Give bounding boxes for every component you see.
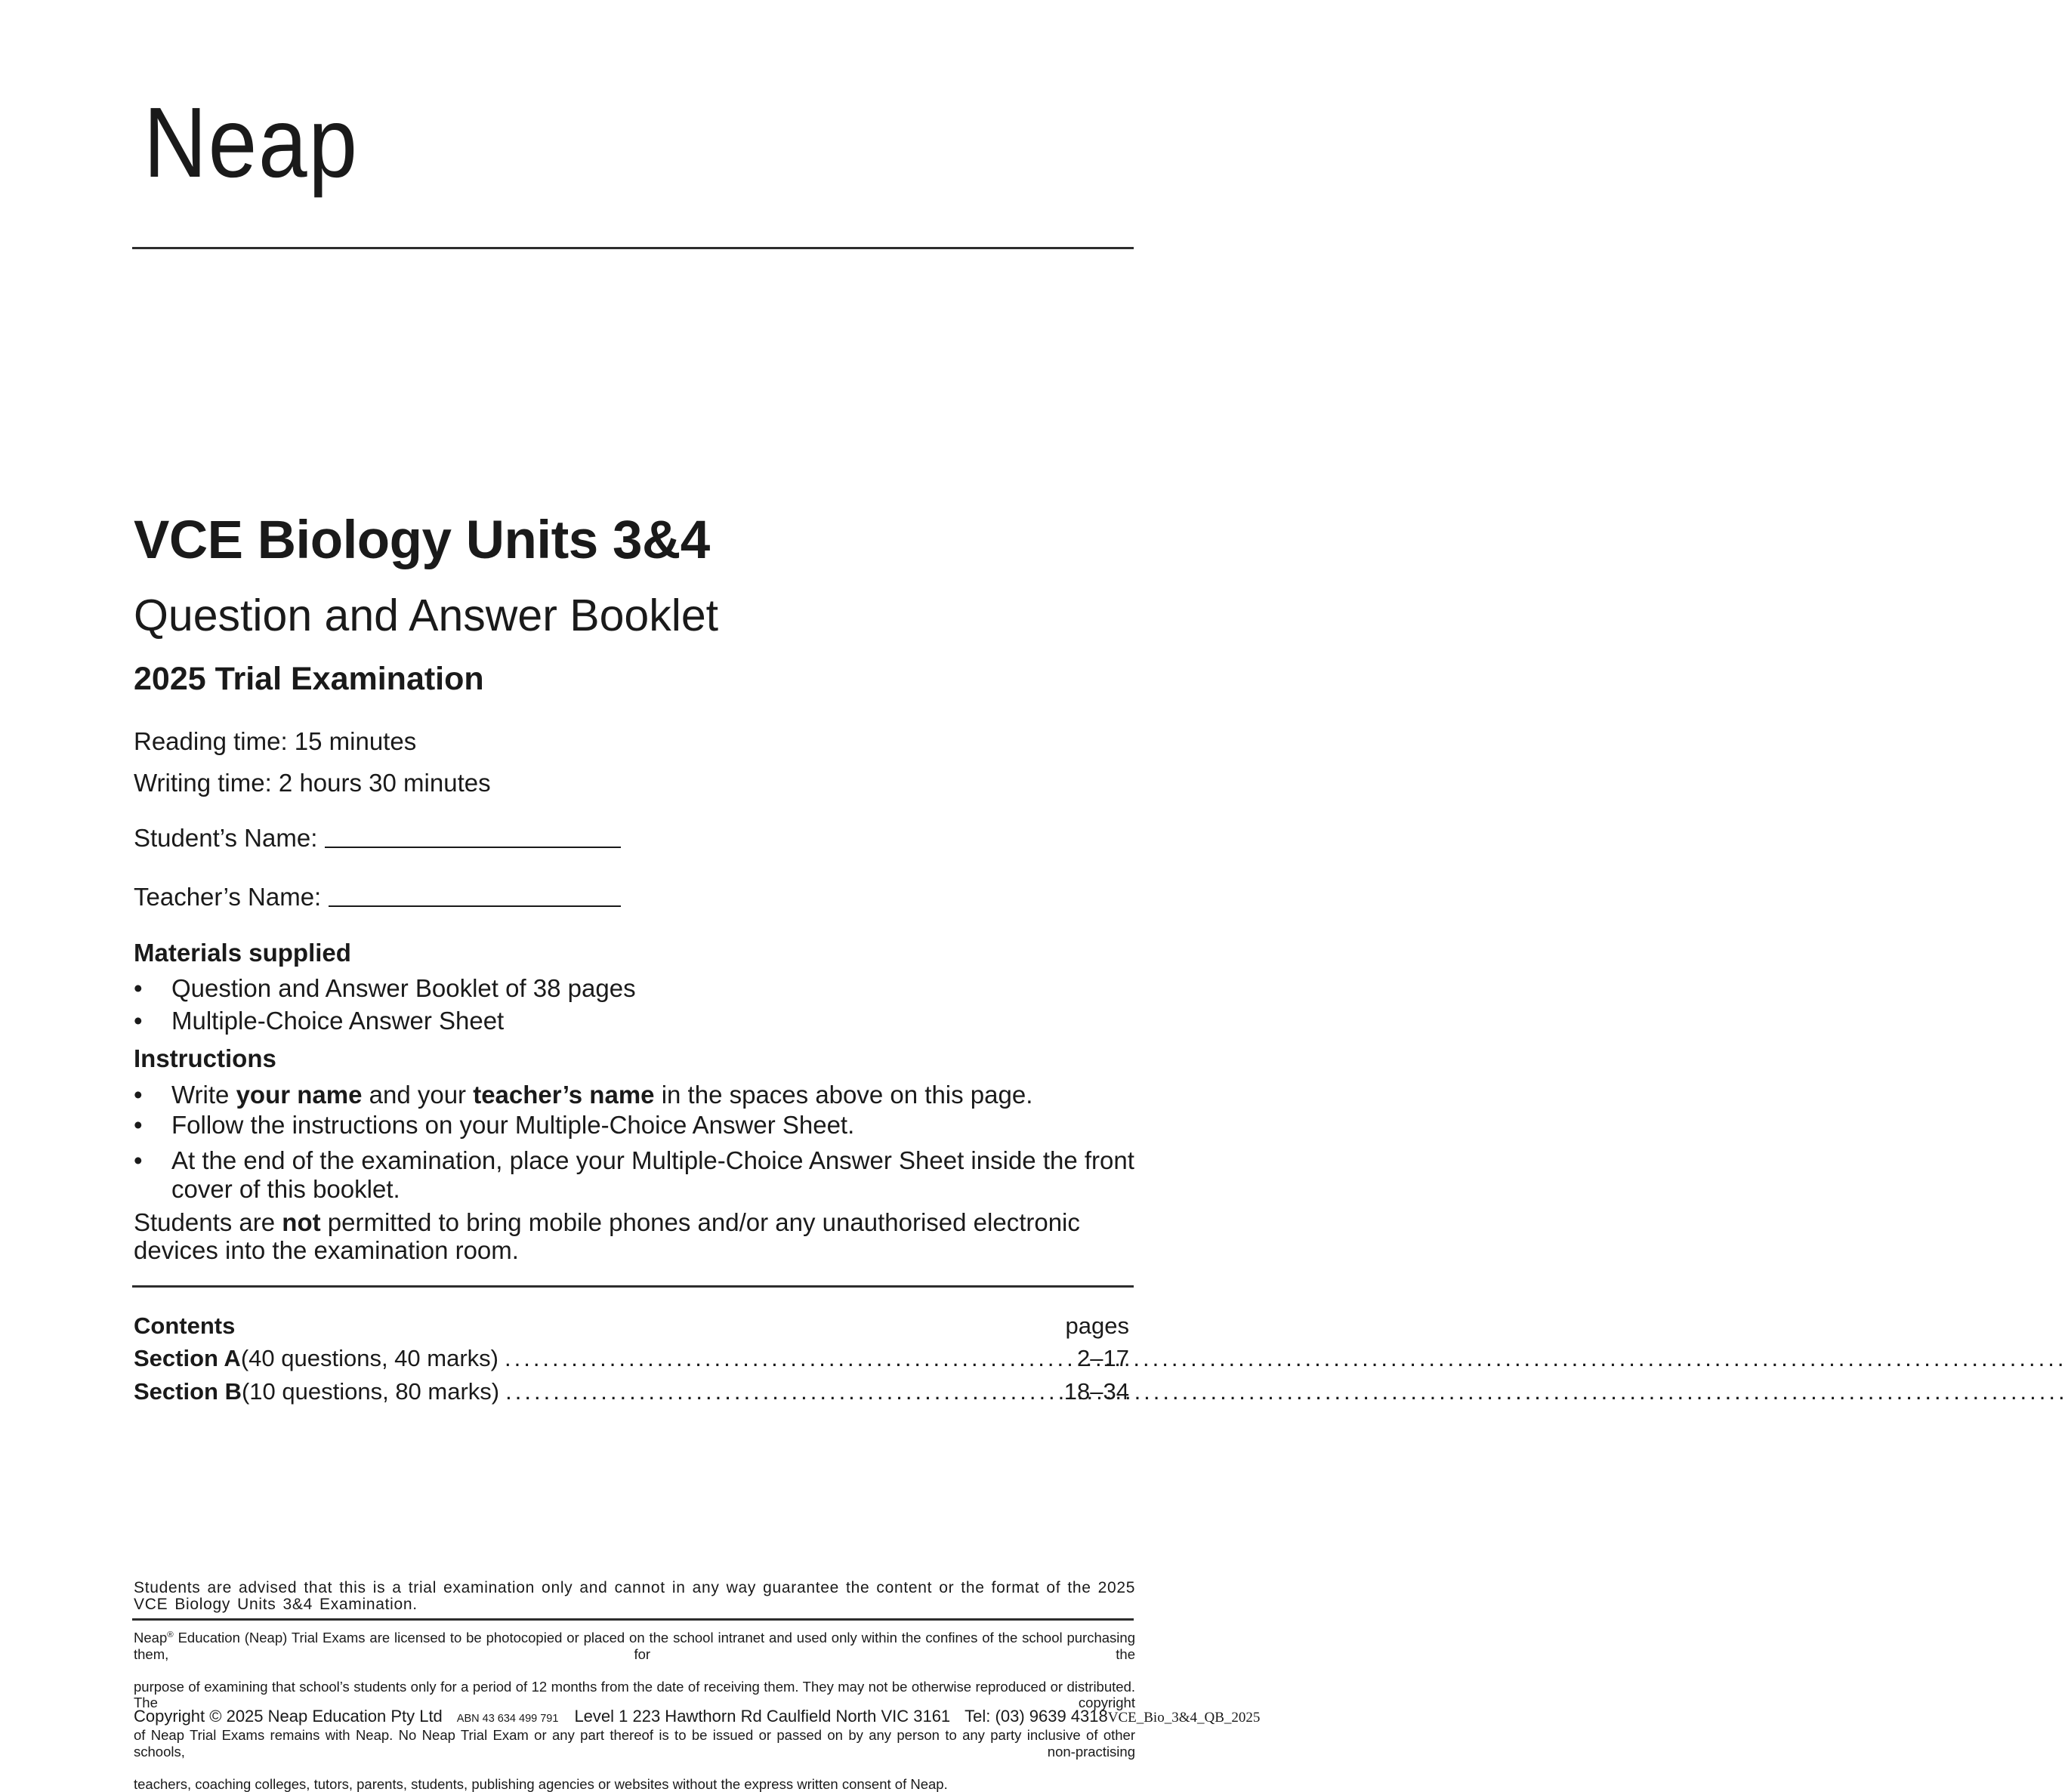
- contents-heading: Contents: [134, 1313, 235, 1339]
- teacher-name-row: [134, 884, 621, 910]
- instructions-item: [134, 1111, 1138, 1140]
- student-name-label: Student’s Name:: [134, 825, 317, 851]
- neap-logo: Neap: [144, 93, 359, 193]
- contents-row-section-a: [134, 1346, 1129, 1371]
- license-divider: [132, 1618, 1134, 1621]
- materials-item: [134, 1007, 1138, 1035]
- pages-column-label: pages: [1066, 1313, 1129, 1339]
- section-a-detail: (40 questions, 40 marks): [241, 1346, 498, 1371]
- exam-title: VCE Biology Units 3&4: [134, 514, 710, 567]
- section-b-detail: (10 questions, 80 marks): [242, 1379, 499, 1405]
- instructions-item: [134, 1081, 1138, 1109]
- address-text: Level 1 223 Hawthorn Rd Caulfield North VIC 3161: [574, 1707, 950, 1726]
- bullet-icon: •: [134, 974, 143, 1003]
- materials-item-text: Question and Answer Booklet of 38 pages: [171, 974, 636, 1002]
- instructions-item-text: Follow the instructions on your Multiple-Choice Answer Sheet.: [171, 1111, 854, 1139]
- dot-leader: [505, 1346, 1071, 1371]
- instructions-heading: Instructions: [134, 1046, 276, 1072]
- teacher-name-label: Teacher’s Name:: [134, 884, 321, 910]
- abn-text: ABN 43 634 499 791: [457, 1710, 559, 1728]
- license-line: Neap® Education (Neap) Trial Exams are licensed to be photocopied or placed on the school intranet and used only within the confines of the school purchasing them, for the: [134, 1630, 1135, 1679]
- student-name-field[interactable]: [325, 825, 621, 848]
- writing-time: Writing time: 2 hours 30 minutes: [134, 770, 491, 796]
- advisory-line: VCE Biology Units 3&4 Examination.: [134, 1596, 1135, 1613]
- contents-divider: [132, 1285, 1134, 1288]
- advisory-line: Students are advised that this is a trial examination only and cannot in any way guarantee the content or the format of the 2025: [134, 1580, 1135, 1596]
- student-name-row: [134, 825, 621, 851]
- instructions-item-text: Write your name and your teacher’s name in the spaces above on this page.: [171, 1081, 1032, 1109]
- document-code: VCE_Bio_3&4_QB_2025: [1108, 1709, 1261, 1727]
- license-line: purpose of examining that school’s students only for a period of 12 months from the date of receiving them. They may not be otherwise reproduced or distributed. The copyright: [134, 1679, 1135, 1728]
- bullet-icon: •: [134, 1081, 143, 1109]
- phones-prohibited-note: Students are not permitted to bring mobile phones and/or any unauthorised electronic devices into the examination room.: [134, 1208, 1138, 1264]
- bullet-icon: •: [134, 1146, 143, 1175]
- section-a-pages: 2–17: [1077, 1346, 1129, 1371]
- telephone-text: Tel: (03) 9639 4318: [965, 1707, 1108, 1726]
- bullet-icon: •: [134, 1007, 143, 1035]
- header-divider: [132, 247, 1134, 249]
- copyright-text: Copyright © 2025 Neap Education Pty Ltd: [134, 1707, 443, 1726]
- license-line: of Neap Trial Exams remains with Neap. No Neap Trial Exam or any part thereof is to be issued or passed on by any person to any party inclusive of other schools, non-practising: [134, 1727, 1135, 1776]
- license-line: teachers, coaching colleges, tutors, parents, students, publishing agencies or websites without the express written consent of Neap.: [134, 1776, 1135, 1792]
- section-b-label: Section B: [134, 1379, 242, 1405]
- trial-advisory-note: [134, 1580, 1135, 1613]
- exam-year-label: 2025 Trial Examination: [134, 663, 484, 696]
- footer-row: [134, 1707, 1135, 1728]
- section-b-pages: 18–34: [1064, 1379, 1129, 1405]
- instructions-item: [134, 1146, 1138, 1204]
- teacher-name-field[interactable]: [329, 884, 621, 907]
- exam-subtitle: Question and Answer Booklet: [134, 594, 718, 638]
- bullet-icon: •: [134, 1111, 143, 1140]
- materials-item: [134, 974, 1138, 1003]
- reading-time: Reading time: 15 minutes: [134, 729, 416, 754]
- contents-header-row: [134, 1313, 1129, 1339]
- contents-row-section-b: [134, 1379, 1129, 1405]
- section-a-label: Section A: [134, 1346, 241, 1371]
- materials-item-text: Multiple-Choice Answer Sheet: [171, 1007, 504, 1035]
- materials-heading: Materials supplied: [134, 940, 351, 966]
- instructions-item-text: At the end of the examination, place your Multiple-Choice Answer Sheet inside the front cover of this booklet.: [171, 1146, 1134, 1203]
- dot-leader: [505, 1379, 1058, 1405]
